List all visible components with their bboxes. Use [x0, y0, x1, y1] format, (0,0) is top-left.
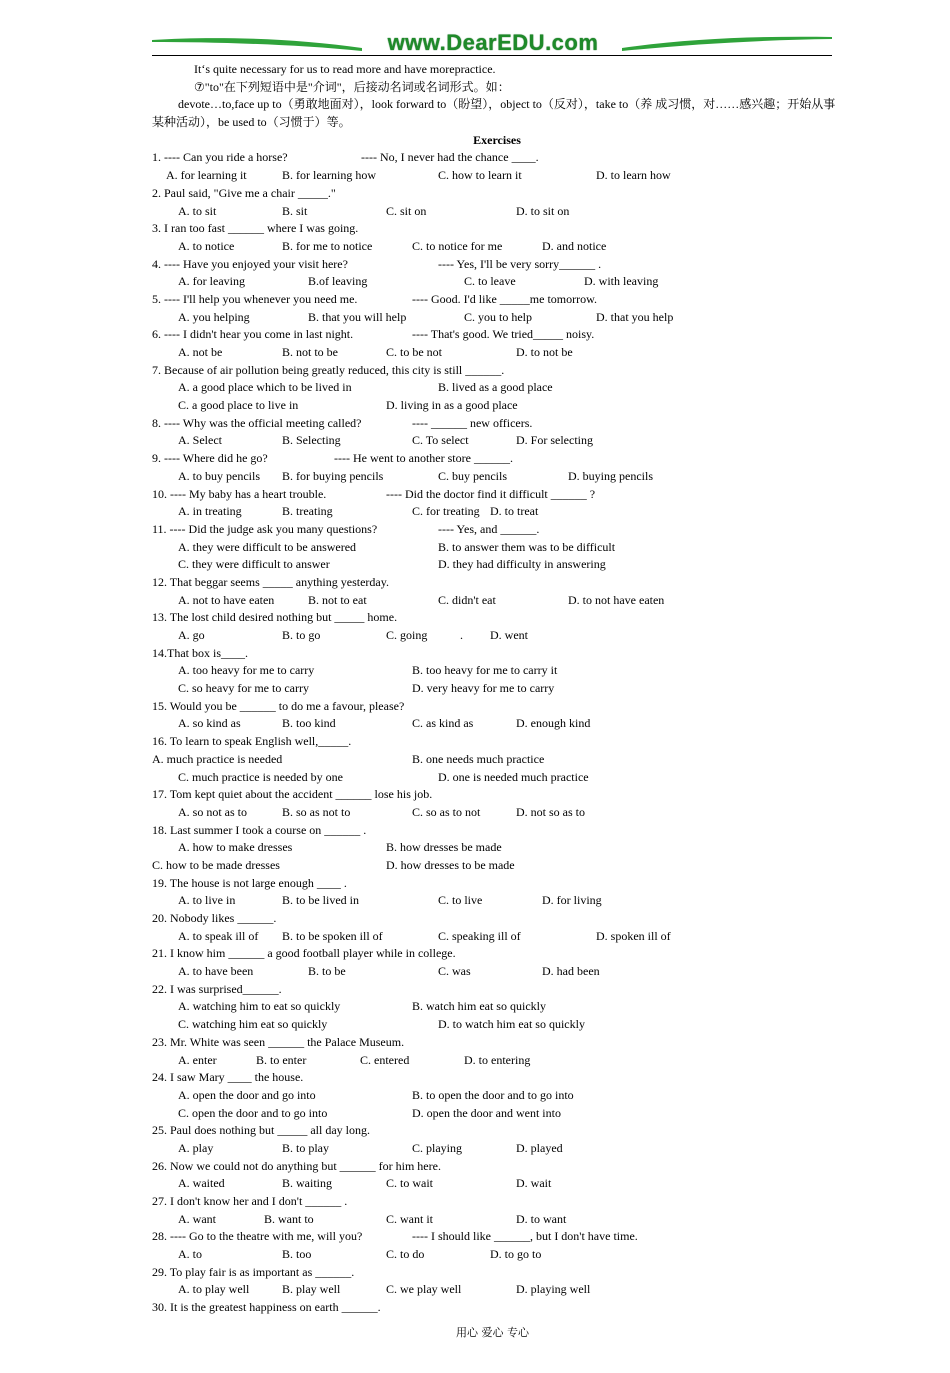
answer-option: C. so as to not — [412, 804, 481, 819]
answer-option: B. to be — [308, 964, 346, 979]
answer-option: D. to want — [516, 1211, 567, 1226]
answer-option: A. to sit — [178, 203, 217, 218]
question-25 — [152, 1122, 842, 1140]
answer-option: C. how to be made dresses — [152, 857, 280, 872]
answer-option: B. waiting — [282, 1176, 332, 1191]
answer-option: B. one needs much practice — [412, 751, 545, 766]
answer-option: D. one is needed much practice — [438, 769, 589, 784]
answer-option: A. open the door and go into — [178, 1087, 316, 1102]
answer-option: A. to — [178, 1247, 202, 1262]
question-text: 8. ---- Why was the official meeting called? — [152, 415, 362, 430]
answer-option: B. not to eat — [308, 592, 367, 607]
answer-option: A. so kind as — [178, 716, 241, 731]
question-text: 24. I saw Mary ____ the house. — [152, 1070, 304, 1085]
answer-options-row — [152, 662, 842, 680]
answer-option: A. to speak ill of — [178, 928, 259, 943]
answer-option: B. watch him eat so quickly — [412, 999, 546, 1014]
question-1 — [152, 149, 842, 167]
answer-option: B. so as not to — [282, 804, 351, 819]
question-text: 4. ---- Have you enjoyed your visit here? — [152, 256, 348, 271]
answer-option: A. waited — [178, 1176, 225, 1191]
question-24 — [152, 1069, 842, 1087]
answer-option: B. sit — [282, 203, 308, 218]
answer-options-row — [152, 468, 842, 486]
question-21 — [152, 945, 842, 963]
answer-option: A. enter — [178, 1052, 217, 1067]
question-18 — [152, 822, 842, 840]
answer-option: A. they were difficult to be answered — [178, 539, 357, 554]
answer-option: C. for treating — [412, 504, 480, 519]
question-response-text: ---- Yes, I'll be very sorry______ . — [438, 256, 602, 271]
site-header-banner — [152, 28, 832, 58]
answer-options-row — [152, 1105, 842, 1123]
answer-option: C. speaking ill of — [438, 928, 521, 943]
question-3 — [152, 220, 842, 238]
question-19 — [152, 875, 842, 893]
answer-option: C. To select — [412, 433, 469, 448]
answer-option: B. for me to notice — [282, 238, 373, 253]
question-text: 14.That box is____. — [152, 645, 248, 660]
answer-option: D. not so as to — [516, 804, 585, 819]
answer-option: A. Select — [178, 433, 222, 448]
answer-option: D. buying pencils — [568, 468, 653, 483]
answer-option: C. to leave — [464, 274, 516, 289]
answer-option: D. to entering — [464, 1052, 531, 1067]
question-4 — [152, 256, 842, 274]
question-5 — [152, 291, 842, 309]
answer-option: C. to be not — [386, 345, 442, 360]
question-response-text: ---- Good. I'd like _____me tomorrow. — [412, 291, 598, 306]
answer-options-row — [152, 238, 842, 256]
answer-option: C. you to help — [464, 309, 532, 324]
question-26 — [152, 1158, 842, 1176]
answer-option: D. played — [516, 1140, 563, 1155]
answer-option: C. to wait — [386, 1176, 433, 1191]
answer-option: D. that you help — [596, 309, 674, 324]
question-text: 6. ---- I didn't hear you come in last night. — [152, 327, 354, 342]
site-logo-text[interactable]: www.DearEDU.com — [387, 30, 599, 55]
question-response-text: ---- Yes, and ______. — [438, 521, 540, 536]
intro-line-1: It‘s quite necessary for us to read more and have morepractice. — [194, 62, 496, 76]
answer-option: A. want — [178, 1211, 216, 1226]
answer-option: C. how to learn it — [438, 168, 522, 183]
answer-option: D. enough kind — [516, 716, 591, 731]
question-8 — [152, 415, 842, 433]
answer-option: A. too heavy for me to carry — [178, 663, 315, 678]
question-text: 25. Paul does nothing but _____ all day long. — [152, 1123, 370, 1138]
question-12 — [152, 574, 842, 592]
answer-options-row — [152, 556, 842, 574]
answer-option: B. that you will help — [308, 309, 407, 324]
answer-options-row — [152, 273, 842, 291]
answer-option: D. wait — [516, 1176, 552, 1191]
page-footer: 用心 爱心 专心 — [456, 1326, 529, 1339]
question-response-text: ---- I should like ______, but I don't have time. — [412, 1229, 638, 1244]
answer-option: D. had been — [542, 964, 600, 979]
answer-option: D. to not be — [516, 345, 573, 360]
answer-options-row — [152, 539, 842, 557]
answer-option: A. you helping — [178, 309, 250, 324]
question-response-text: ---- That's good. We tried_____ noisy. — [412, 327, 595, 342]
answer-option: C. didn't eat — [438, 592, 496, 607]
answer-option: C. as kind as — [412, 716, 474, 731]
answer-options-row — [152, 167, 842, 185]
question-text: 20. Nobody likes ______. — [152, 911, 277, 926]
answer-option: B. Selecting — [282, 433, 341, 448]
answer-option: C. to notice for me — [412, 238, 503, 253]
question-text: 5. ---- I'll help you whenever you need me. — [152, 291, 358, 306]
answer-option: C. going — [386, 628, 428, 643]
question-7 — [152, 362, 842, 380]
question-text: 18. Last summer I took a course on ______ . — [152, 822, 367, 837]
question-11 — [152, 521, 842, 539]
answer-option: B. not to be — [282, 345, 338, 360]
answer-option: A. in treating — [178, 504, 242, 519]
answer-options-row — [152, 344, 842, 362]
question-27 — [152, 1193, 842, 1211]
answer-option: C. much practice is needed by one — [178, 769, 343, 784]
answer-options-row — [152, 963, 842, 981]
answer-option: D. spoken ill of — [596, 928, 671, 943]
question-16 — [152, 733, 842, 751]
answer-options-row — [152, 839, 842, 857]
answer-option: C. so heavy for me to carry — [178, 681, 309, 696]
question-text: 21. I know him ______ a good football player while in college. — [152, 946, 456, 961]
question-text: 27. I don't know her and I don't ______ . — [152, 1194, 348, 1209]
question-20 — [152, 910, 842, 928]
question-text: 3. I ran too fast ______ where I was going. — [152, 221, 359, 236]
answer-options-row — [152, 751, 842, 769]
answer-options-row — [152, 627, 842, 645]
answer-option: B. to be lived in — [282, 893, 359, 908]
answer-option: D. how dresses to be made — [386, 857, 515, 872]
question-text: 16. To learn to speak English well,_____. — [152, 734, 352, 749]
answer-option: A. not be — [178, 345, 223, 360]
answer-option: D. living in as a good place — [386, 398, 518, 413]
answer-option: C. was — [438, 964, 471, 979]
answer-options-row — [152, 309, 842, 327]
header-rule — [152, 55, 832, 56]
answer-option: B. to play — [282, 1140, 329, 1155]
answer-options-row — [152, 1211, 842, 1229]
answer-option: D. open the door and went into — [412, 1105, 561, 1120]
answer-options-row — [152, 1016, 842, 1034]
question-text: 10. ---- My baby has a heart trouble. — [152, 486, 327, 501]
answer-option: D. went — [490, 628, 528, 643]
answer-option: C. we play well — [386, 1282, 462, 1297]
answer-option: A. watching him to eat so quickly — [178, 999, 341, 1014]
answer-options-row — [152, 804, 842, 822]
question-29 — [152, 1264, 842, 1282]
question-text: 29. To play fair is as important as ______. — [152, 1264, 355, 1279]
question-28 — [152, 1228, 842, 1246]
answer-options-row — [152, 1140, 842, 1158]
answer-option: C. to live — [438, 893, 483, 908]
question-text: 1. ---- Can you ride a horse? — [152, 150, 288, 165]
question-text: 28. ---- Go to the theatre with me, will you? — [152, 1229, 363, 1244]
answer-options-row — [152, 1087, 842, 1105]
answer-option: D. to treat — [490, 504, 539, 519]
answer-option: B. for buying pencils — [282, 468, 384, 483]
answer-option: D. with leaving — [584, 274, 659, 289]
answer-options-row — [152, 998, 842, 1016]
question-23 — [152, 1034, 842, 1052]
answer-option: B. too kind — [282, 716, 336, 731]
answer-options-row — [152, 1281, 842, 1299]
answer-options-row — [152, 769, 842, 787]
answer-options-row — [152, 203, 842, 221]
question-10 — [152, 486, 842, 504]
answer-option: D. for living — [542, 893, 602, 908]
question-text: 12. That beggar seems _____ anything yesterday. — [152, 574, 389, 589]
answer-option: C. buy pencils — [438, 468, 507, 483]
answer-option: B. to open the door and to go into — [412, 1087, 574, 1102]
answer-option: A. to live in — [178, 893, 236, 908]
question-text: 19. The house is not large enough ____ . — [152, 875, 347, 890]
question-13 — [152, 609, 842, 627]
question-text: 22. I was surprised______. — [152, 981, 282, 996]
answer-options-row — [152, 503, 842, 521]
question-text: 26. Now we could not do anything but ______ for him here. — [152, 1158, 441, 1173]
answer-option: A. for learning it — [166, 168, 247, 183]
answer-option: A. for leaving — [178, 274, 245, 289]
question-response-text: ---- He went to another store ______. — [334, 451, 513, 466]
answer-options-row — [152, 397, 842, 415]
question-text: 23. Mr. White was seen ______ the Palace Museum. — [152, 1034, 405, 1049]
question-text: 9. ---- Where did he go? — [152, 451, 268, 466]
answer-option: A. play — [178, 1140, 214, 1155]
answer-option: D. playing well — [516, 1282, 591, 1297]
question-text: 2. Paul said, "Give me a chair _____." — [152, 185, 336, 200]
answer-option: A. go — [178, 628, 205, 643]
question-list — [152, 149, 842, 1316]
question-14 — [152, 645, 842, 663]
answer-option: A. a good place which to be lived in — [178, 380, 352, 395]
answer-options-row — [152, 1052, 842, 1070]
answer-option: B. for learning how — [282, 168, 376, 183]
answer-options-row — [152, 680, 842, 698]
answer-option: B. too — [282, 1247, 312, 1262]
answer-option: B. to go — [282, 628, 321, 643]
answer-option: A. to buy pencils — [178, 468, 260, 483]
answer-option: B. too heavy for me to carry it — [412, 663, 558, 678]
question-response-text: ---- ______ new officers. — [412, 415, 533, 430]
question-response-text: ---- Did the doctor find it difficult ______ ? — [386, 486, 596, 501]
answer-option: B. treating — [282, 504, 333, 519]
answer-option: C. entered — [360, 1052, 410, 1067]
answer-option: C. a good place to live in — [178, 398, 299, 413]
question-text: 17. Tom kept quiet about the accident ______ lose his job. — [152, 787, 433, 802]
answer-option: B.of leaving — [308, 274, 368, 289]
question-2 — [152, 185, 842, 203]
answer-option: A. so not as to — [178, 804, 247, 819]
answer-option: A. to notice — [178, 238, 235, 253]
answer-options-row — [152, 592, 842, 610]
answer-options-row — [152, 715, 842, 733]
question-6 — [152, 326, 842, 344]
answer-options-row — [152, 379, 842, 397]
answer-options-row — [152, 1175, 842, 1193]
answer-option: B. to enter — [256, 1052, 307, 1067]
intro-line-3: devote…to,face up to（勇敢地面对），look forward to（盼望），object to（反对），take to（养 成习惯，对……感兴趣；开始从事某种活动），be used to（习惯于）等。 — [152, 97, 836, 130]
answer-option: D. to sit on — [516, 203, 570, 218]
question-text: 13. The lost child desired nothing but _____ home. — [152, 610, 398, 625]
question-text: 11. ---- Did the judge ask you many questions? — [152, 521, 378, 536]
answer-option: C. want it — [386, 1211, 433, 1226]
question-response-text: ---- No, I never had the chance ____. — [361, 150, 539, 165]
answer-option: A. how to make dresses — [178, 840, 293, 855]
answer-option: B. how dresses be made — [386, 840, 502, 855]
answer-option: B. lived as a good place — [438, 380, 553, 395]
answer-options-row — [152, 892, 842, 910]
answer-option: D. and notice — [542, 238, 607, 253]
answer-option: D. they had difficulty in answering — [438, 557, 606, 572]
question-15 — [152, 698, 842, 716]
answer-option: D. to learn how — [596, 168, 671, 183]
answer-options-row — [152, 857, 842, 875]
answer-option: C. sit on — [386, 203, 427, 218]
exercises-heading: Exercises — [473, 132, 521, 147]
answer-option: D. For selecting — [516, 433, 593, 448]
answer-option: C. playing — [412, 1140, 462, 1155]
answer-option: D. to not have eaten — [568, 592, 665, 607]
answer-option: B. to answer them was to be difficult — [438, 539, 616, 554]
answer-option: B. play well — [282, 1282, 341, 1297]
answer-option: C. open the door and to go into — [178, 1105, 328, 1120]
answer-option: D. very heavy for me to carry — [412, 681, 555, 696]
answer-option: C. to do — [386, 1247, 425, 1262]
document-content — [152, 61, 842, 1317]
answer-options-row — [152, 928, 842, 946]
answer-option: C. they were difficult to answer — [178, 557, 330, 572]
answer-option: A. to play well — [178, 1282, 250, 1297]
question-30 — [152, 1299, 842, 1317]
answer-option: A. much practice is needed — [152, 751, 283, 766]
answer-option: A. to have been — [178, 964, 254, 979]
answer-option: C. watching him eat so quickly — [178, 1017, 328, 1032]
intro-line-2: ⑦"to"在下列短语中是"介词"，后接动名词或名词形式。如： — [194, 79, 510, 94]
question-text: 7. Because of air pollution being greatly reduced, this city is still ______. — [152, 362, 505, 377]
question-9 — [152, 450, 842, 468]
question-22 — [152, 981, 842, 999]
answer-options-row — [152, 432, 842, 450]
question-17 — [152, 786, 842, 804]
answer-option: D. to watch him eat so quickly — [438, 1017, 585, 1032]
answer-option: B. to be spoken ill of — [282, 928, 383, 943]
question-text: 15. Would you be ______ to do me a favour, please? — [152, 698, 405, 713]
answer-options-row — [152, 1246, 842, 1264]
question-text: 30. It is the greatest happiness on earth ______. — [152, 1300, 381, 1315]
answer-option: A. not to have eaten — [178, 592, 275, 607]
answer-option: D. to go to — [490, 1247, 542, 1262]
answer-option: B. want to — [264, 1211, 314, 1226]
answer-option: . — [460, 628, 463, 643]
